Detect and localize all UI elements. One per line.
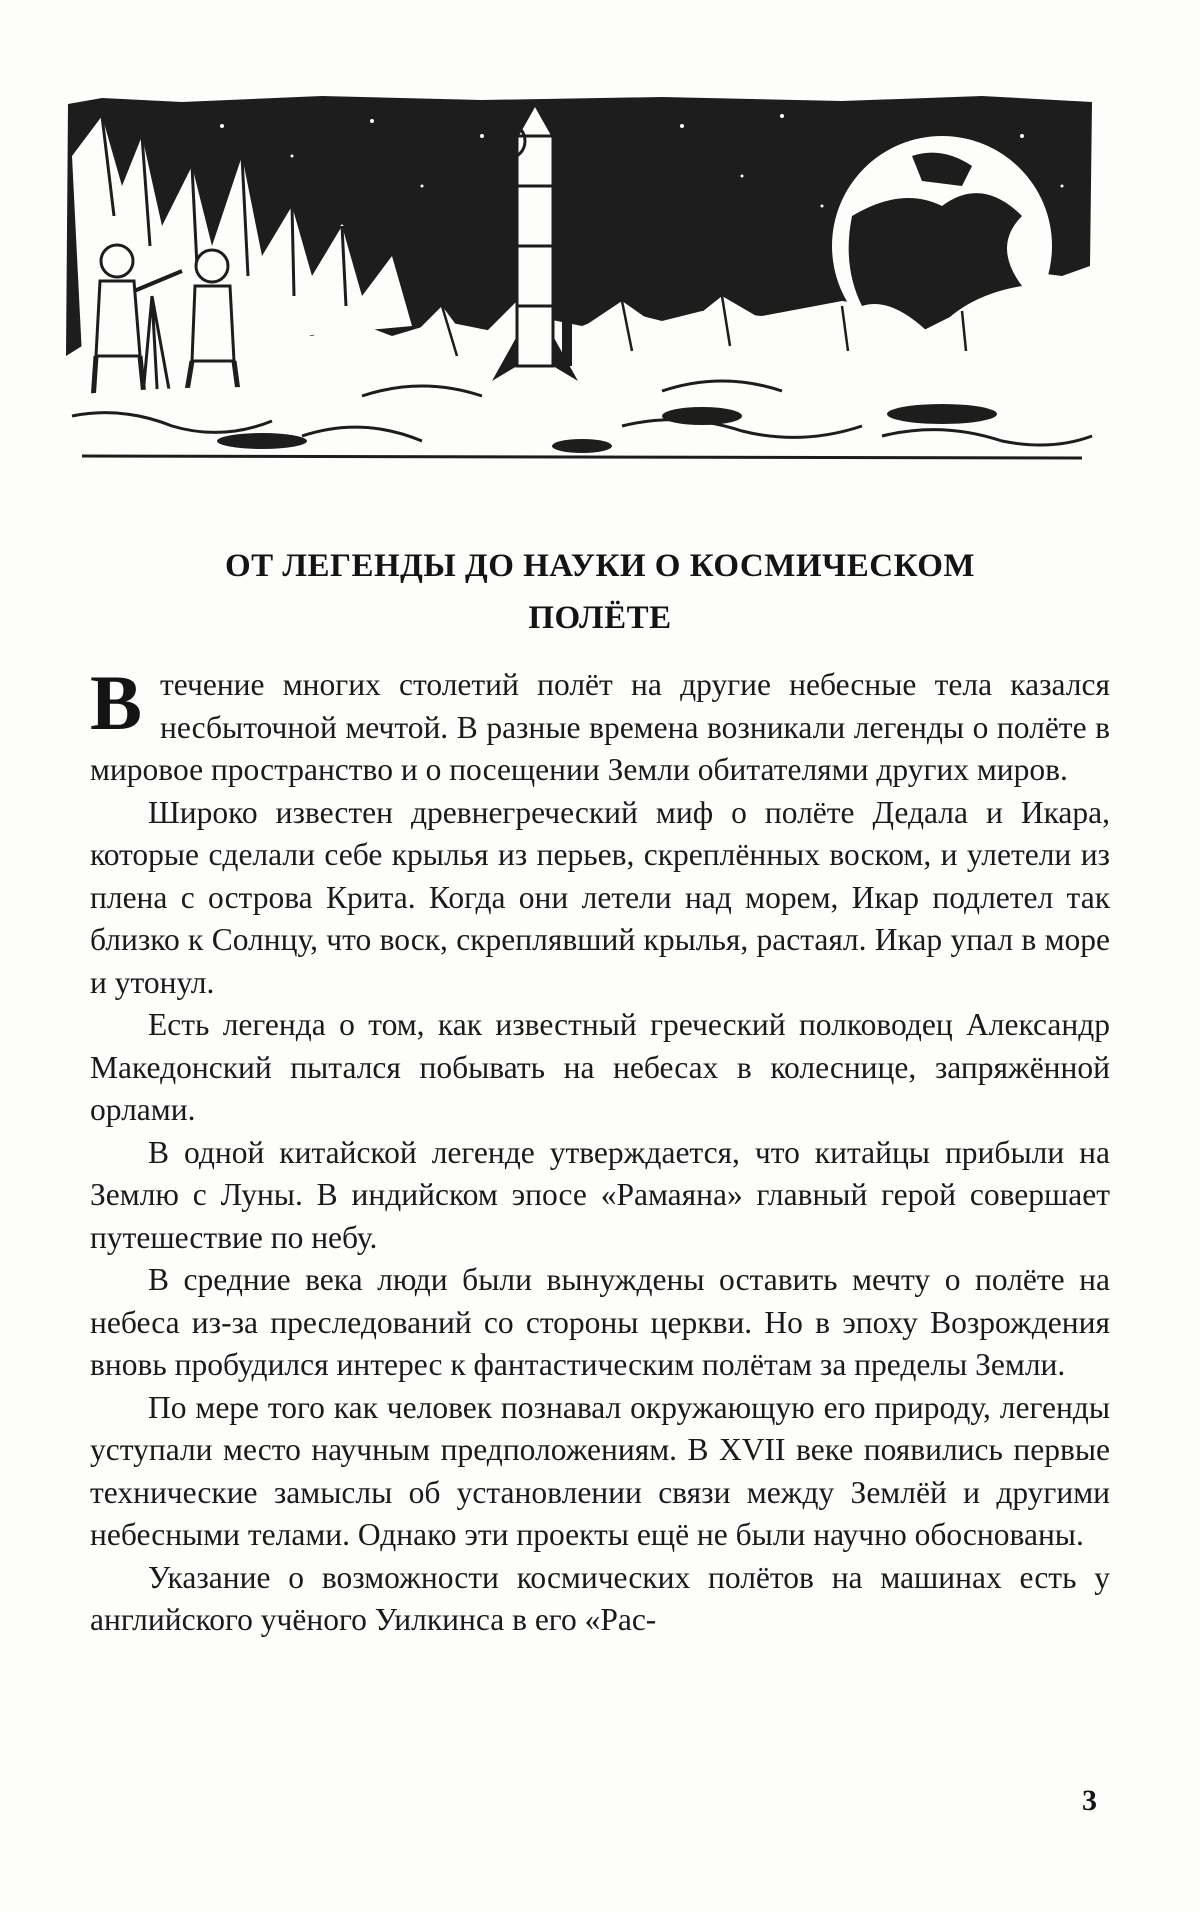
- paragraph-6: По мере того как человек познавал окружающую его природу, легенды уступали место научным предположениям. В XVII веке появились первые технические замыслы об установлении связи между Землёй и другими небесными телами. Однако эти проекты ещё не были научно обоснованы.: [90, 1389, 1110, 1552]
- lunar-landscape-illustration: [62, 96, 1097, 471]
- drop-cap: В: [90, 659, 143, 746]
- paragraph-2: Широко известен древнегреческий миф о полёте Дедала и Икара, которые сделали себе крылья из перьев, скреплённых воском, и улетели из плена с острова Крита. Когда они летели над морем, Икар подлетел так близко к Солнцу, что воск, скреплявший крылья, растаял. Икар упал в море и утонул.: [90, 794, 1110, 1000]
- paragraph-1: [90, 659, 1110, 792]
- paragraph-1-text: течение многих столетий полёт на другие небесные тела казался несбыточной мечтой. В разные времена возникали легенды о полёте в мировое пространство и о посещении Земли обитателями других миров.: [90, 667, 1110, 787]
- page-number: 3: [1082, 1784, 1097, 1817]
- chapter-title-line-2: ПОЛЁТЕ: [528, 600, 672, 636]
- paragraph-7: Указание о возможности космических полётов на машинах есть у английского учёного Уилкинса в его «Рас-: [90, 1559, 1110, 1637]
- chapter-title-line-1: ОТ ЛЕГЕНДЫ ДО НАУКИ О КОСМИЧЕСКОМ: [224, 548, 976, 584]
- paragraph-4: В одной китайской легенде утверждается, что китайцы прибыли на Землю с Луны. В индийском эпосе «Рамаяна» главный герой совершает путешествие по небу.: [90, 1134, 1110, 1255]
- body-text: [90, 659, 1110, 1642]
- paragraph-5: В средние века люди были вынуждены оставить мечту о полёте на небеса из-за преследований со стороны церкви. Но в эпоху Возрождения вновь пробудился интерес к фантастическим полётам за пределы Земли.: [90, 1262, 1110, 1382]
- paragraph-3: Есть легенда о том, как известный греческий полководец Александр Македонский пытался побывать на небесах в колеснице, запряжённой орлами.: [90, 1007, 1110, 1127]
- chapter-title: [100, 540, 1100, 644]
